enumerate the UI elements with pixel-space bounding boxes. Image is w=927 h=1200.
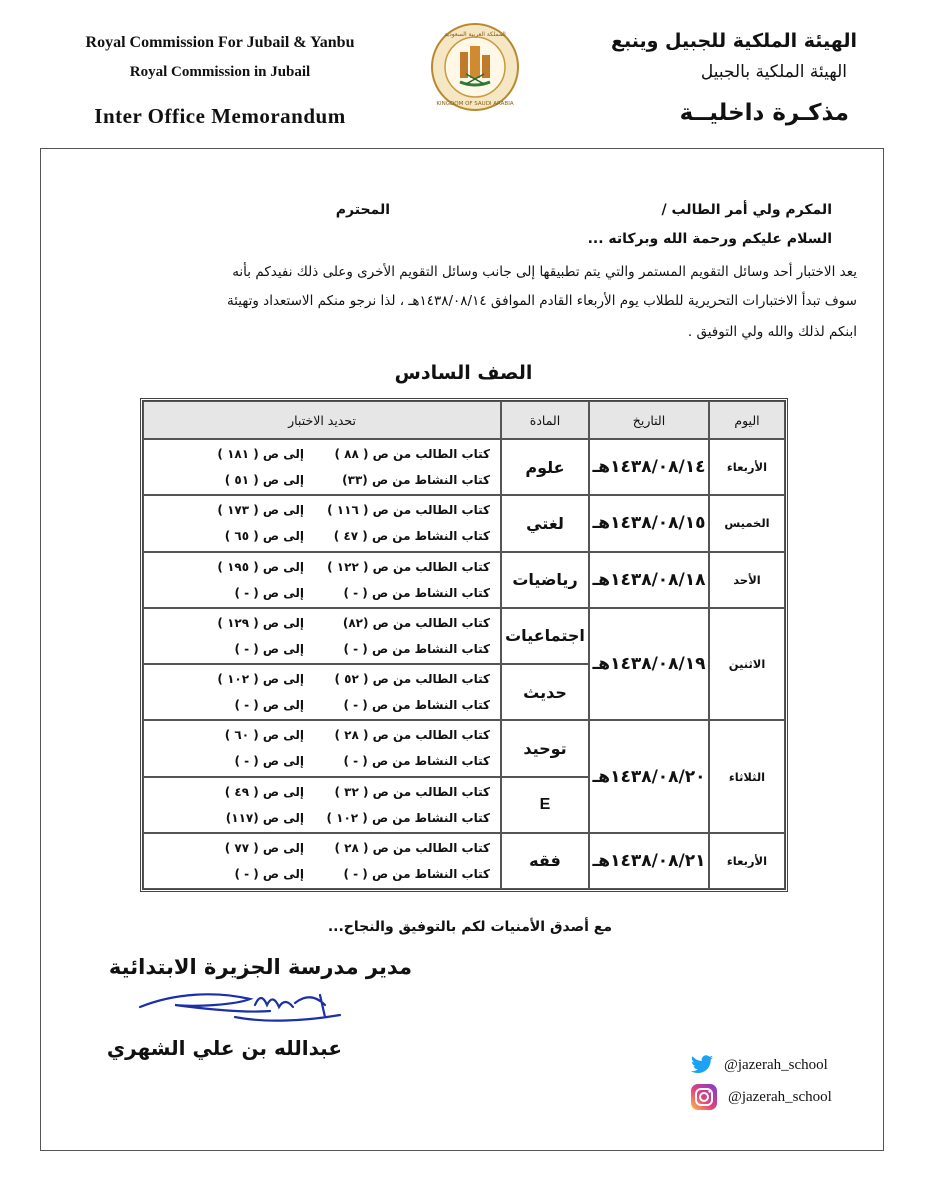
- class-title: الصف السادس: [394, 362, 533, 384]
- closing-line: مع أصدق الأمنيات لكم بالتوفيق والنجاح...: [327, 919, 612, 935]
- activity-book-from: كتاب النشاط من ص ( - ): [343, 698, 490, 713]
- subject-cell: حديث: [501, 664, 589, 720]
- activity-book-from: كتاب النشاط من ص ( - ): [343, 754, 490, 769]
- date-cell: ١٤٣٨/٠٨/٢١هـ: [589, 833, 709, 889]
- table-row: [143, 833, 785, 889]
- day-cell: الأحد: [709, 552, 785, 608]
- activity-book-to: إلى ص ( - ): [234, 585, 304, 600]
- subject-cell: فقه: [501, 833, 589, 889]
- date-cell: ١٤٣٨/٠٨/١٤هـ: [589, 439, 709, 495]
- table-row: [143, 495, 785, 551]
- student-book-to: إلى ص ( ١٩٥ ): [217, 559, 304, 574]
- student-book-from: كتاب الطالب من ص ( ٥٢ ): [334, 672, 490, 687]
- student-book-from: كتاب الطالب من ص (٨٢): [342, 615, 490, 630]
- activity-book-from: كتاب النشاط من ص ( ١٠٢ ): [326, 810, 490, 825]
- student-book-to: إلى ص ( ١٧٣ ): [217, 503, 304, 518]
- date-cell: ١٤٣٨/٠٨/٢٠هـ: [589, 720, 709, 833]
- body-line2: سوف تبدأ الاختبارات التحريرية للطلاب يوم الأربعاء القادم الموافق ١٤٣٨/٠٨/١٤هـ ، لذا نرجو منكم الاستعداد وتهيئة: [227, 293, 857, 309]
- header-en-line1: Royal Commission For Jubail & Yanbu: [85, 34, 355, 51]
- student-book-from: كتاب الطالب من ص ( ٣٢ ): [334, 784, 490, 799]
- exam-schedule-table: [140, 398, 788, 892]
- table-row: [143, 720, 785, 776]
- table-row: [143, 552, 785, 608]
- student-book-to: إلى ص ( ٧٧ ): [224, 840, 304, 855]
- range-cell: [143, 833, 501, 889]
- activity-book-to: إلى ص ( ٥١ ): [224, 473, 304, 488]
- activity-book-to: إلى ص ( ٦٥ ): [224, 529, 304, 544]
- table-row: [143, 439, 785, 495]
- activity-book-to: إلى ص ( - ): [234, 866, 304, 881]
- student-book-from: كتاب الطالب من ص ( ١٢٢ ): [327, 559, 490, 574]
- range-cell: [143, 495, 501, 551]
- honorific: المحترم: [335, 202, 390, 218]
- instagram-handle-text: @jazerah_school: [728, 1088, 832, 1105]
- range-cell: [143, 552, 501, 608]
- activity-book-from: كتاب النشاط من ص ( - ): [343, 641, 490, 656]
- student-book-to: إلى ص ( ١٠٢ ): [217, 672, 304, 687]
- range-cell: [143, 720, 501, 776]
- header-en-line3: Inter Office Memorandum: [94, 104, 346, 128]
- body-line1: يعد الاختبار أحد وسائل التقويم المستمر والتي يتم تطبيقها إلى جانب وسائل التقويم الأخرى وعلى ذلك نفيدكم بأنه: [232, 264, 857, 280]
- activity-book-to: إلى ص ( - ): [234, 641, 304, 656]
- activity-book-to: إلى ص ( - ): [234, 698, 304, 713]
- student-book-to: إلى ص ( ١٢٩ ): [217, 615, 304, 630]
- instagram-icon: [690, 1083, 718, 1111]
- twitter-handle: [690, 1055, 828, 1075]
- date-cell: ١٤٣٨/٠٨/١٩هـ: [589, 608, 709, 721]
- date-cell: ١٤٣٨/٠٨/١٥هـ: [589, 495, 709, 551]
- svg-text:المملكة العربية السعودية: المملكة العربية السعودية: [444, 31, 506, 38]
- range-cell: [143, 777, 501, 833]
- handwritten-signature: [135, 985, 345, 1030]
- header-date: التاريخ: [589, 401, 709, 439]
- subject-cell: لغتي: [501, 495, 589, 551]
- addressee: المكرم ولي أمر الطالب /: [661, 202, 832, 218]
- instagram-handle: [690, 1083, 832, 1111]
- student-book-to: إلى ص ( ٦٠ ): [224, 728, 304, 743]
- signature-name: عبدالله بن علي الشهري: [106, 1036, 342, 1060]
- body-line3: ابنكم لذلك والله ولي التوفيق .: [687, 324, 857, 340]
- activity-book-from: كتاب النشاط من ص ( - ): [343, 866, 490, 881]
- date-cell: ١٤٣٨/٠٨/١٨هـ: [589, 552, 709, 608]
- svg-text:KINGDOM OF SAUDI ARABIA: KINGDOM OF SAUDI ARABIA: [436, 101, 514, 107]
- header-ar-line2: الهيئة الملكية بالجبيل: [700, 62, 847, 82]
- subject-cell: E: [501, 777, 589, 833]
- student-book-from: كتاب الطالب من ص ( ١١٦ ): [327, 503, 490, 518]
- day-cell: الخميس: [709, 495, 785, 551]
- range-cell: [143, 664, 501, 720]
- activity-book-from: كتاب النشاط من ص (٣٣): [342, 473, 490, 488]
- table-header-row: [143, 401, 785, 439]
- header-ar-line1: الهيئة الملكية للجبيل وينبع: [610, 30, 857, 52]
- twitter-handle-text: @jazerah_school: [724, 1056, 828, 1073]
- activity-book-to: إلى ص ( - ): [234, 754, 304, 769]
- saudi-emblem-logo: [430, 22, 520, 112]
- activity-book-from: كتاب النشاط من ص ( ٤٧ ): [333, 529, 490, 544]
- student-book-to: إلى ص ( ١٨١ ): [217, 447, 304, 462]
- student-book-from: كتاب الطالب من ص ( ٢٨ ): [334, 840, 490, 855]
- day-cell: الثلاثاء: [709, 720, 785, 833]
- activity-book-from: كتاب النشاط من ص ( - ): [343, 585, 490, 600]
- student-book-from: كتاب الطالب من ص ( ٢٨ ): [334, 728, 490, 743]
- range-cell: [143, 608, 501, 664]
- subject-cell: رياضيات: [501, 552, 589, 608]
- signature-title: مدير مدرسة الجزيرة الابتدائية: [108, 955, 412, 979]
- table-row: [143, 608, 785, 664]
- day-cell: الأربعاء: [709, 833, 785, 889]
- day-cell: الاثنين: [709, 608, 785, 721]
- header-ar-line3: مذكـرة داخليــة: [679, 100, 849, 126]
- subject-cell: علوم: [501, 439, 589, 495]
- twitter-icon: [690, 1055, 714, 1075]
- subject-cell: اجتماعيات: [501, 608, 589, 664]
- greeting: السلام عليكم ورحمة الله وبركاته ...: [587, 231, 832, 247]
- student-book-from: كتاب الطالب من ص ( ٨٨ ): [334, 447, 490, 462]
- day-cell: الأربعاء: [709, 439, 785, 495]
- header-subject: المادة: [501, 401, 589, 439]
- activity-book-to: إلى ص (١١٧): [225, 810, 304, 825]
- header-range: تحديد الاختبار: [143, 401, 501, 439]
- range-cell: [143, 439, 501, 495]
- subject-cell: توحيد: [501, 720, 589, 776]
- student-book-to: إلى ص ( ٤٩ ): [224, 784, 304, 799]
- header-day: اليوم: [709, 401, 785, 439]
- header-en-line2: Royal Commission in Jubail: [129, 64, 311, 80]
